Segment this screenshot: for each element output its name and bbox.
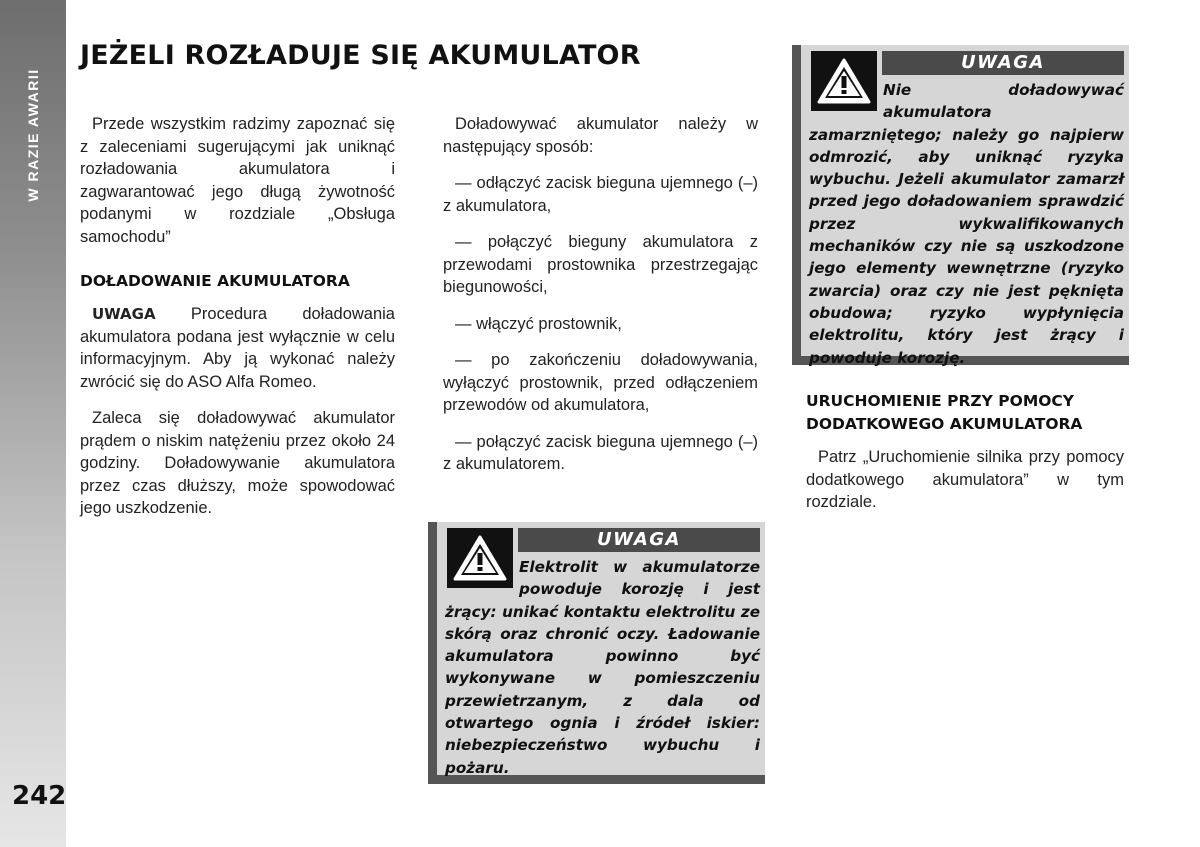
jump-start-paragraph: Patrz „Uruchomienie silnika przy pomocy dodatkowego akumulatora” w tym rozdziale. <box>806 448 1124 511</box>
procedure-step: — po zakończeniu doładowywania, wyłączyć prostownik, przed odłączeniem przewodów od akumulatora, <box>443 351 758 414</box>
warning-header: UWAGA <box>882 51 1124 75</box>
note-text: Procedura doładowania akumulatora podana jest wyłącznie w celu informacyjnym. Aby ją wykonać należy zwrócić się do ASO Alfa Romeo. <box>80 305 395 391</box>
warning-box-electrolyte <box>428 522 765 784</box>
note-label: UWAGA <box>92 305 156 323</box>
procedure-step: — połączyć bieguny akumulatora z przewodami prostownika przestrzegając biegunowości, <box>443 233 758 296</box>
recharge-heading: DOŁADOWANIE AKUMULATORA <box>80 272 350 290</box>
warning-text: Elektrolit w akumulatorze powoduje korozję i jest żrący: unikać kontaktu elektrolitu ze skórą oraz chronić oczy. Ładowanie akumulatora powinno być wykonywane w pomieszczeniu przewietrzanym, z dala od otwartego ognia i źródeł iskier: niebezpieczeństwo wybuchu i pożaru. <box>445 558 760 777</box>
section-side-band <box>0 0 66 847</box>
column-left <box>80 113 395 534</box>
page-title: JEŻELI ROZŁADUJE SIĘ AKUMULATOR <box>80 40 641 71</box>
warning-header: UWAGA <box>518 528 760 552</box>
intro-paragraph: Przede wszystkim radzimy zapoznać się z zaleceniami sugerującymi jak uniknąć rozładowania akumulatora i zagwarantować jego długą żywotność podanymi w rozdziale „Obsługa samochodu” <box>80 115 395 246</box>
procedure-intro: Doładowywać akumulator należy w następujący sposób: <box>443 115 758 156</box>
jump-start-heading: URUCHOMIENIE PRZY POMOCY DODATKOWEGO AKUMULATORA <box>806 392 1083 433</box>
column-right <box>806 390 1124 528</box>
column-middle <box>443 113 758 490</box>
procedure-step: — połączyć zacisk bieguna ujemnego (–) z akumulatorem. <box>443 432 758 473</box>
recommendation-paragraph: Zaleca się doładowywać akumulator prądem o niskim natężeniu przez około 24 godziny. Doładowywanie akumulatora przez czas dłuższy, może spowodować jego uszkodzenie. <box>80 409 395 517</box>
section-title: W RAZIE AWARII <box>25 68 41 202</box>
procedure-step: — odłączyć zacisk bieguna ujemnego (–) z akumulatora, <box>443 174 758 215</box>
warning-box-frozen-battery <box>792 45 1129 365</box>
warning-text: Nie doładowywać akumulatora zamarzniętego; należy go najpierw odmrozić, aby uniknąć ryzyka wybuchu. Jeżeli akumulator zamarzł przed jego doładowaniem sprawdzić przez wykwalifikowanych mechaników czy nie są uszkodzone jego elementy wewnętrzne (ryzyko zwarcia) oraz czy nie jest pęknięta obudowa; ryzyko wypłynięcia elektrolitu, który jest żrący i powoduje korozję. <box>809 81 1124 367</box>
procedure-step: — włączyć prostownik, <box>455 314 622 333</box>
page-number: 242 <box>12 781 67 811</box>
note-paragraph <box>80 303 395 393</box>
